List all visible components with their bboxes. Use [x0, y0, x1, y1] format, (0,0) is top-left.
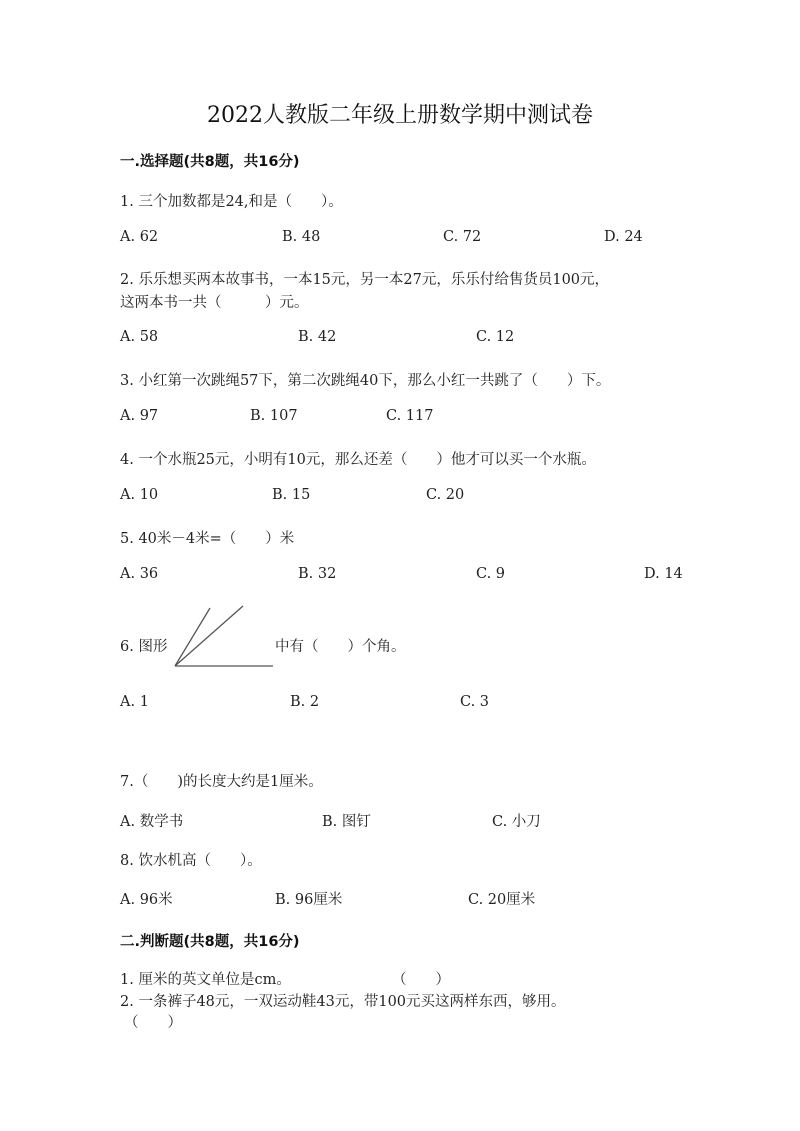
- question-7-text: 7.（ )的长度大约是1厘米。: [120, 774, 323, 790]
- q8-option-c: C. 20厘米: [468, 892, 536, 908]
- angle-figure: [168, 600, 278, 672]
- q2-option-c: C. 12: [476, 329, 515, 345]
- judgement-1-blank: （ ）: [392, 972, 450, 988]
- q1-option-b: B. 48: [282, 229, 321, 245]
- q1-option-d: D. 24: [604, 229, 643, 245]
- angle-ray-1: [175, 608, 210, 666]
- q2-option-b: B. 42: [298, 329, 337, 345]
- q3-option-c: C. 117: [386, 408, 434, 424]
- question-5-text: 5. 40米－4米=（ ）米: [120, 531, 295, 547]
- q7-option-c: C. 小刀: [492, 814, 541, 830]
- question-6-text-before: 6. 图形: [120, 639, 168, 655]
- q3-option-a: A. 97: [120, 408, 159, 424]
- q2-option-a: A. 58: [120, 329, 159, 345]
- question-3-text: 3. 小红第一次跳绳57下，第二次跳绳40下，那么小红一共跳了（ ）下。: [120, 373, 611, 389]
- question-1-text: 1. 三个加数都是24,和是（ ）。: [120, 194, 343, 210]
- question-4-text: 4. 一个水瓶25元，小明有10元，那么还差（ ）他才可以买一个水瓶。: [120, 452, 596, 468]
- q5-option-b: B. 32: [298, 566, 337, 582]
- q6-option-b: B. 2: [290, 694, 320, 710]
- q3-option-b: B. 107: [250, 408, 298, 424]
- section-heading-judgement: 二.判断题(共8题，共16分): [120, 934, 300, 950]
- q6-option-a: A. 1: [120, 694, 149, 710]
- q7-option-a: A. 数学书: [120, 814, 184, 830]
- q1-option-c: C. 72: [443, 229, 482, 245]
- q5-option-a: A. 36: [120, 566, 159, 582]
- q4-option-c: C. 20: [426, 487, 465, 503]
- question-2-text-line2: 这两本书一共（ ）元。: [120, 295, 309, 311]
- judgement-1-text: 1. 厘米的英文单位是cm。: [120, 972, 291, 988]
- question-2-text-line1: 2. 乐乐想买两本故事书，一本15元，另一本27元，乐乐付给售货员100元，: [120, 272, 610, 288]
- page-title: 2022人教版二年级上册数学期中测试卷: [207, 103, 593, 128]
- q5-option-c: C. 9: [476, 566, 506, 582]
- judgement-2-text: 2. 一条裤子48元，一双运动鞋43元，带100元买这两样东西，够用。: [120, 994, 566, 1010]
- q4-option-a: A. 10: [120, 487, 159, 503]
- question-6-text-after: 中有（ ）个角。: [275, 639, 406, 655]
- q8-option-b: B. 96厘米: [275, 892, 343, 908]
- question-8-text: 8. 饮水机高（ ）。: [120, 853, 262, 869]
- q4-option-b: B. 15: [272, 487, 311, 503]
- section-heading-choice: 一.选择题(共8题，共16分): [120, 154, 300, 170]
- judgement-2-blank: （ ）: [124, 1015, 182, 1031]
- q7-option-b: B. 图钉: [322, 814, 371, 830]
- q5-option-d: D. 14: [644, 566, 683, 582]
- q6-option-c: C. 3: [460, 694, 490, 710]
- q8-option-a: A. 96米: [120, 892, 173, 908]
- q1-option-a: A. 62: [120, 229, 159, 245]
- angle-ray-2: [175, 606, 243, 666]
